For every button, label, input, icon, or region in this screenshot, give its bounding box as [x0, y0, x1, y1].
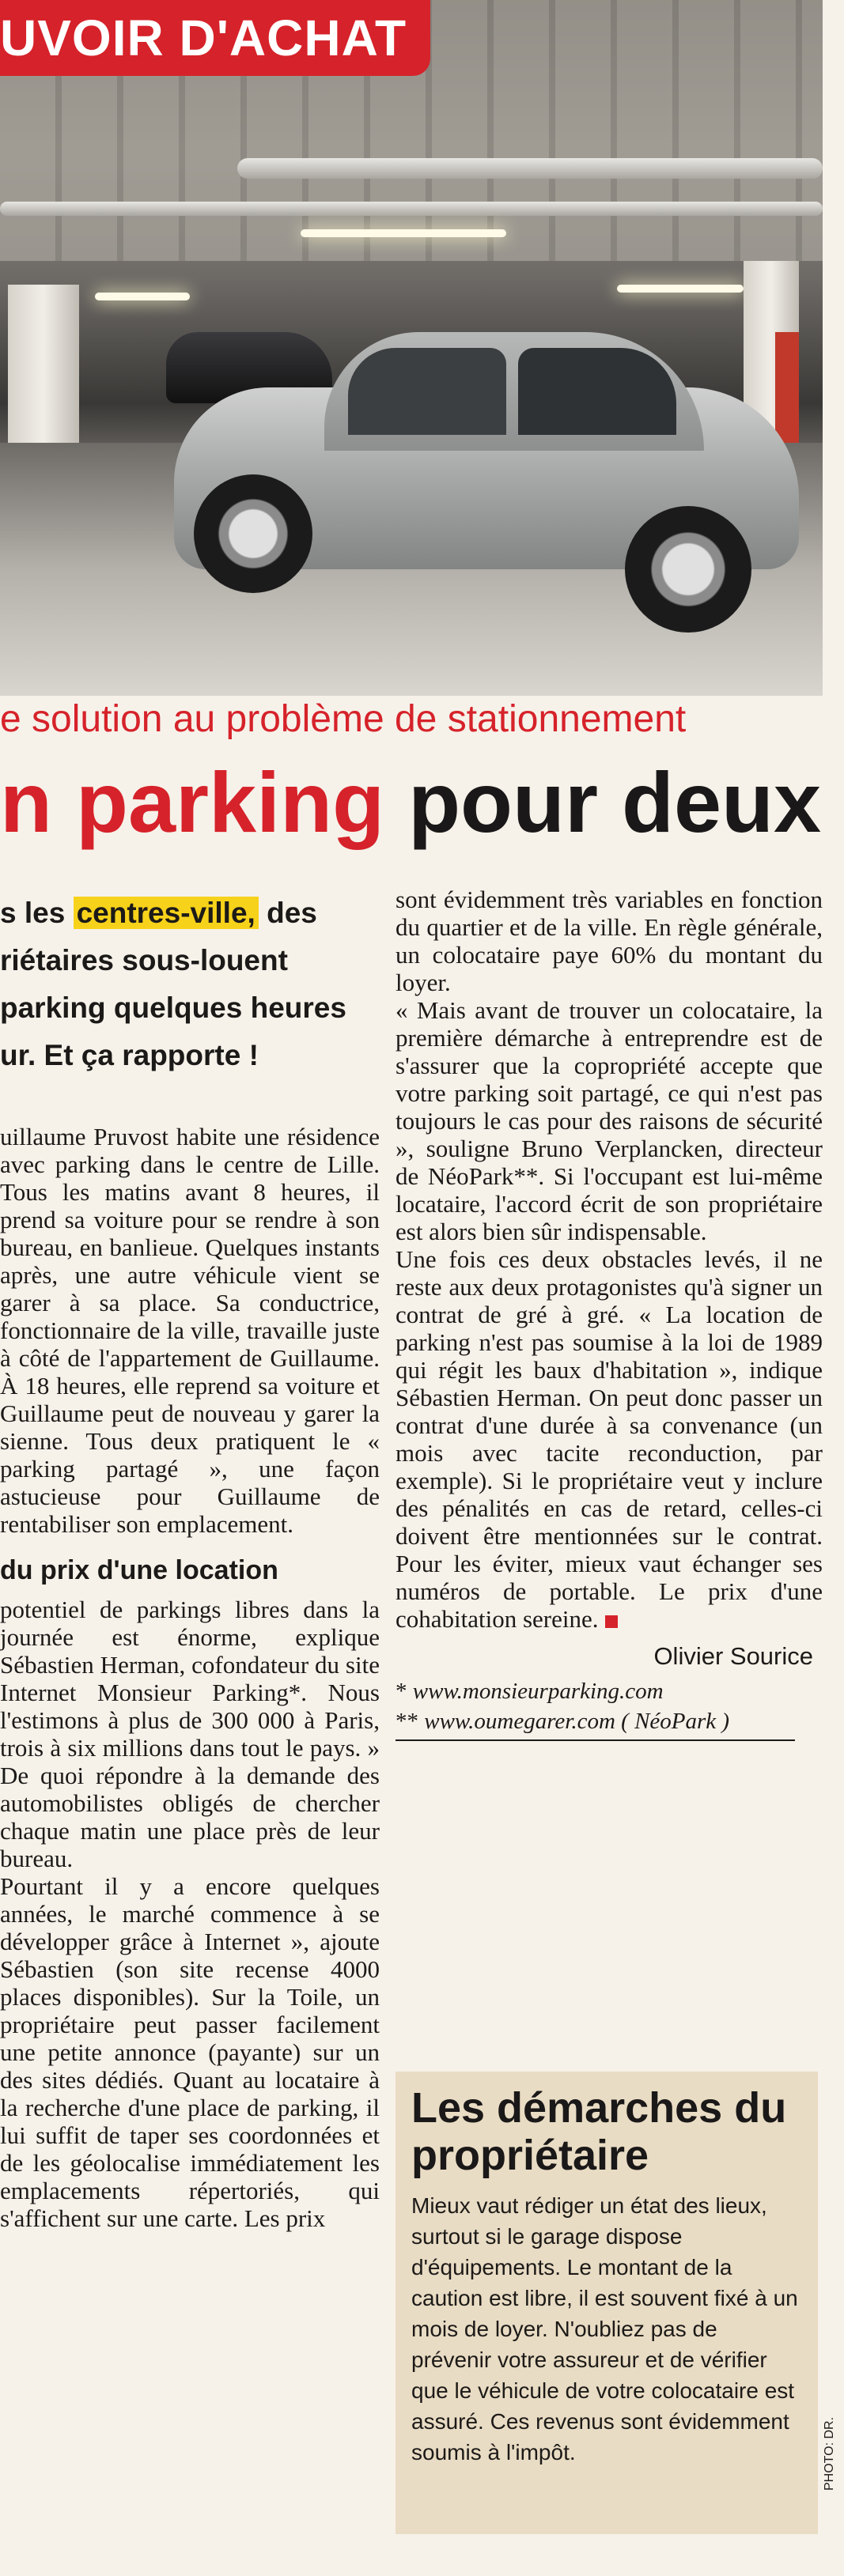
lede-text: des [258, 897, 317, 929]
right-paragraph-2: « Mais avant de trouver un colocataire, la première démarche à entreprendre est de s'assurer que la copropriété accepte que votre parking soit partagé, ce qui n'est pas toujours le cas pour des raisons de sécurité », souligne Bruno Verplancken, directeur de NéoPark**. Si l'occupant est lui-même locataire, l'accord écrit de son propriétaire est alors bien sûr indispensable. [396, 996, 823, 1245]
photo-car-wheel [625, 506, 751, 633]
author-name: Olivier Sourice [653, 1642, 813, 1670]
photo-car-window [348, 348, 506, 435]
lede-text: s les [0, 897, 74, 929]
photo-light [617, 285, 744, 293]
parking-photo [0, 0, 823, 696]
box-text: Mieux vaut rédiger un état des lieux, surtout si le garage dispose d'équipements. Le montant de la caution est libre, il est souvent fixé à un mois de loyer. N'oubliez pas de prévenir votre assureur et de vérifier que le véhicule de votre colocataire est assuré. Ces revenus sont évidemment soumis à l'impôt. [411, 2193, 798, 2465]
section-kicker: UVOIR D'ACHAT [0, 0, 430, 76]
article-lede [0, 890, 380, 1079]
photo-pipe [0, 202, 823, 216]
reference-star: * [396, 1679, 413, 1704]
lede-line: ur. Et ça rapporte ! [0, 1039, 259, 1071]
photo-car-wheel [194, 474, 312, 593]
photo-car-window [518, 348, 676, 435]
left-column [0, 1123, 380, 2232]
photo-light [301, 229, 506, 237]
photo-light [95, 293, 190, 300]
reference-1 [396, 1676, 823, 1706]
left-paragraph-1: uillaume Pruvost habite une résidence avec parking dans le centre de Lille. Tous les matins avant 8 heures, il prend sa voiture pour se rendre à son bureau, en banlieue. Quelques instants après, une autre véhicule vient se garer à sa place. Sa conductrice, fonctionnaire de la ville, travaille juste à côté de l'appartement de Guillaume. À 18 heures, elle reprend sa voiture et Guillaume peut de nouveau y garer la sienne. Tous deux pratiquent le « parking partagé », une façon astucieuse pour Guillaume de rentabiliser son emplacement. [0, 1123, 380, 1538]
box-title: Les démarches du propriétaire [411, 2084, 787, 2179]
reference-rule [396, 1739, 795, 1741]
right-paragraph-3-text: Une fois ces deux obstacles levés, il ne reste aux deux protagonistes qu'à signer un contrat de gré à gré. « La location de parking n'est pas soumise à la loi de 1989 qui régit les baux d'habitation », indique Sébastien Herman. On peut donc passer un contrat d'une durée à sa convenance (un mois avec tacite reconduction, par exemple). Si le propriétaire veut y inclure des pénalités en cas de retard, celles-ci doivent être mentionnées sur le contrat. Pour les éviter, mieux vaut échanger ses numéros de portable. Le prix d'une cohabitation sereine. [396, 1245, 823, 1633]
reference-url[interactable]: www.monsieurparking.com [412, 1679, 664, 1704]
lede-line: parking quelques heures [0, 991, 346, 1024]
headline-red-part: n parking [0, 754, 385, 850]
article-headline [0, 755, 838, 850]
right-paragraph-1: sont évidemment très variables en fonction du quartier et de la ville. En règle générale, un colocataire paye 60% du montant du loyer. [396, 886, 823, 996]
lede-line [0, 890, 380, 937]
references [396, 1676, 823, 1741]
left-paragraph-2: potentiel de parkings libres dans la journée est énorme, explique Sébastien Herman, cofondateur du site Internet Monsieur Parking*. Nous l'estimons à plus de 300 000 à Paris, trois à six millions dans tout le pays. » De quoi répondre à la demande des automobilistes obligés de chercher chaque matin une place près de leur bureau. [0, 1596, 380, 1872]
photo-credit: PHOTO: DR. [823, 2416, 836, 2491]
right-paragraph-3 [396, 1245, 823, 1633]
intertitle: du prix d'une location [0, 1555, 278, 1585]
left-paragraph-3: Pourtant il y a encore quelques années, le marché commence à se développer grâce à Internet », ajoute Sébastien (son site recense 4000 places disponibles). Sur la Toile, un propriétaire peut passer facilement une petite annonce (payante) sur un des sites dédiés. Quant au locataire à la recherche d'une place de parking, il lui suffit de taper ses coordonnées et de les géolocalise immédiatement les emplacements répertoriés, qui s'affichent sur une carte. Les prix [0, 1872, 380, 2232]
right-column [396, 886, 823, 1741]
reference-2 [396, 1706, 823, 1736]
lede-highlight: centres-ville, [74, 897, 259, 929]
lede-line: riétaires sous-louent [0, 944, 288, 976]
photo-pipe [237, 158, 823, 179]
reference-star: ** [396, 1709, 425, 1734]
reference-url[interactable]: www.oumegarer.com ( NéoPark ) [424, 1709, 730, 1734]
end-mark-icon [605, 1615, 618, 1628]
article-subhead: e solution au problème de stationnement [0, 698, 687, 740]
headline-black-part: pour deux [384, 754, 822, 850]
owner-steps-box [396, 2072, 818, 2534]
